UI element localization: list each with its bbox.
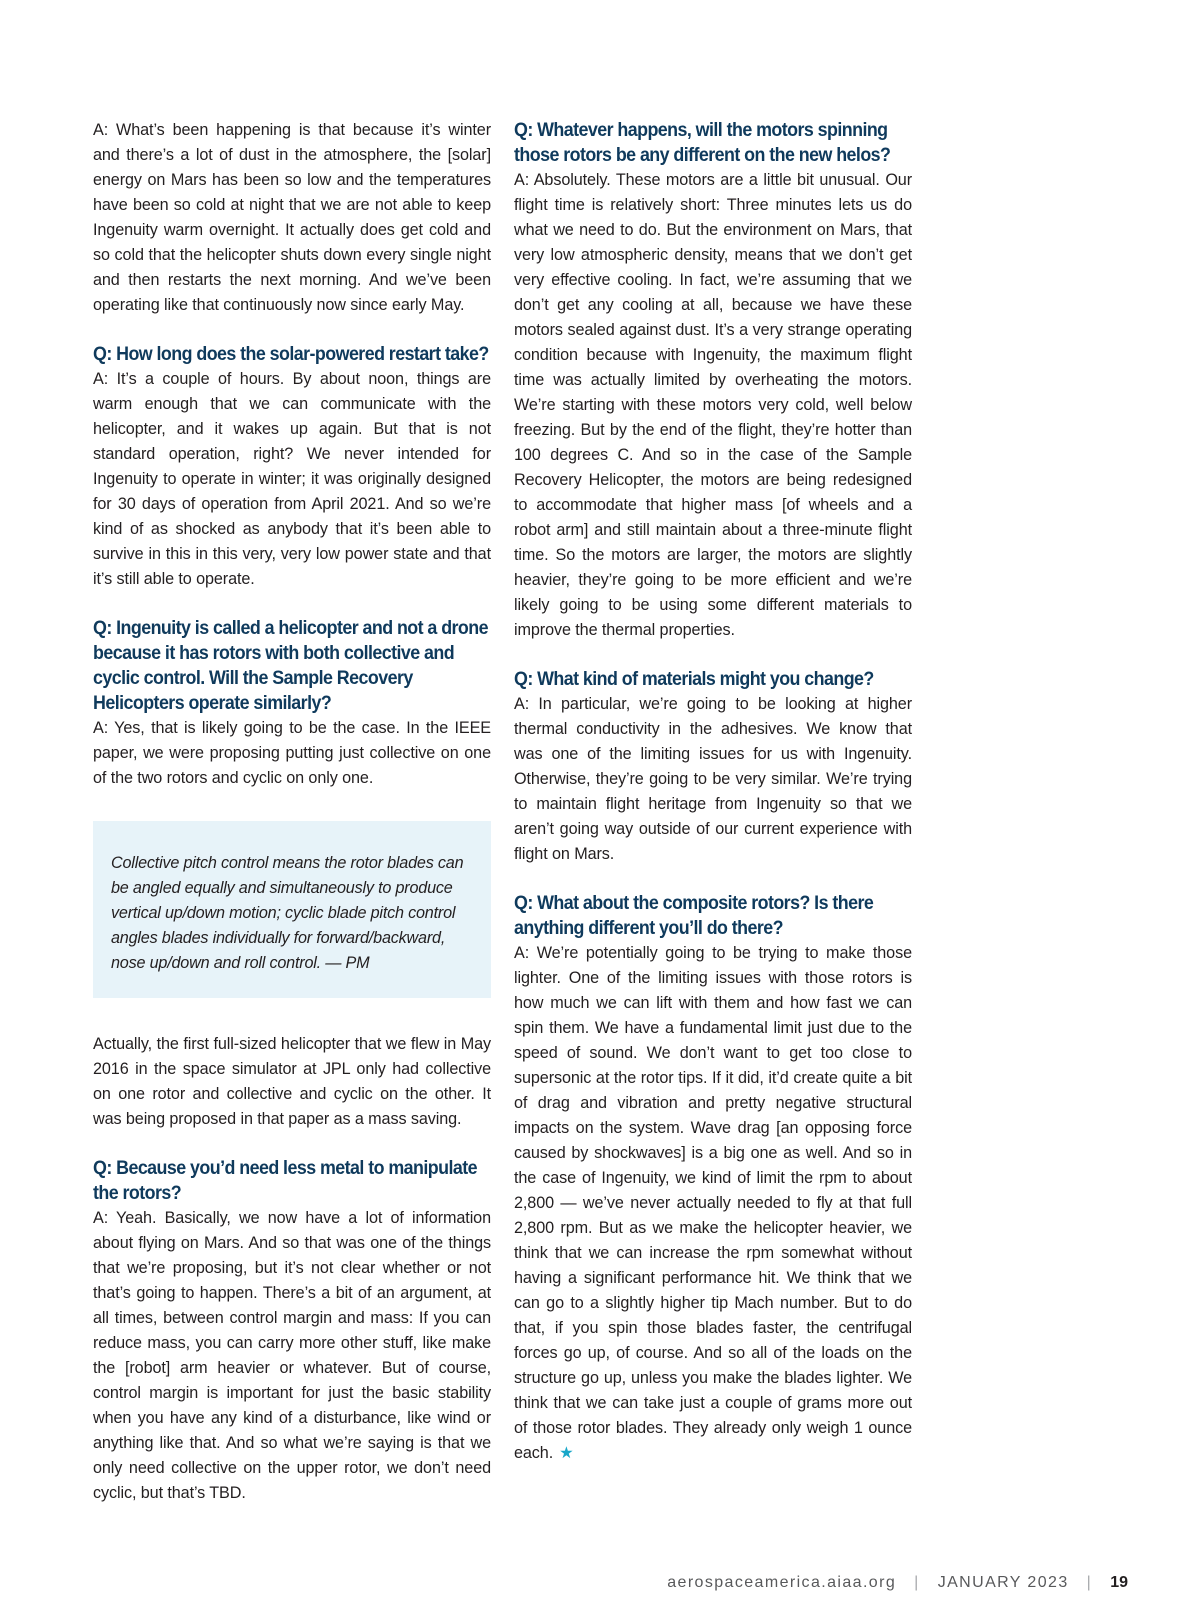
footer-separator: | (914, 1574, 920, 1591)
page-number: 19 (1110, 1574, 1128, 1591)
question-heading: Q: What about the composite rotors? Is there anything different you’ll do there? (514, 893, 874, 939)
answer-paragraph: A: Absolutely. These motors are a little bit unusual. Our flight time is relatively short: Three minutes lets us do what we need to do. But the environment on Mars, that very low atmospheric density, means that we don’t get very effective cooling. In fact, we’re assuming that we don’t get any cooling at all, because we have these motors sealed against dust. It’s a very strange operating condition because with Ingenuity, the maximum flight time was actually limited by overheating the motors. We’re starting with these motors very cold, well below freezing. But by the end of the flight, they’re hotter than 100 degrees C. And so in the case of the Sample Recovery Helicopter, the motors are being redesigned to accommodate that higher mass [of wheels and a robot arm] and still maintain about a three-minute flight time. So the motors are larger, the motors are slightly heavier, they’re going to be more efficient and we’re likely going to be using some different materials to improve the thermal properties. (514, 171, 912, 639)
end-star-icon: ★ (559, 1444, 574, 1462)
question-heading: Q: How long does the solar-powered restart take? (93, 344, 489, 365)
answer-text: A: We’re potentially going to be trying to make those lighter. One of the limiting issues with those rotors is how much we can lift with them and how fast we can spin them. We have a fundamental limit just due to the speed of sound. We don’t want to get too close to supersonic at the rotor tips. If it did, it’d create quite a bit of drag and vibration and pretty negative structural impacts on the system. Wave drag [an opposing force caused by shockwaves] is a big one as well. And so in the case of Ingenuity, we kind of limit the rpm to about 2,800 — we’ve never actually needed to fly at that full 2,800 rpm. But as we make the helicopter heavier, we think that we can increase the rpm somewhat without having a significant performance hit. We think that we can go to a slightly higher tip Mach number. But to do that, if you spin those blades faster, the centrifugal forces go up, of course. And so all of the loads on the structure go up, unless you make the blades lighter. We think that we can take just a couple of grams more out of those rotor blades. They already only weigh 1 ounce each. (514, 944, 912, 1462)
answer-paragraph: A: It’s a couple of hours. By about noon, things are warm enough that we can communicate with the helicopter, and it wakes up again. But that is not standard operation, right? We never intended for Ingenuity to operate in winter; it was originally designed for 30 days of operation from April 2021. And so we’re kind of as shocked as anybody that it’s been able to survive in this in this very, very low power state and that it’s still able to operate. (93, 370, 491, 588)
right-column (514, 118, 912, 1466)
answer-paragraph (514, 941, 912, 1466)
answer-paragraph: A: Yeah. Basically, we now have a lot of information about flying on Mars. And so that was one of the things that we’re proposing, but it’s not clear whether or not that’s going to happen. There’s a bit of an argument, at all times, between control margin and mass: If you can reduce mass, you can carry more other stuff, like make the [robot] arm heavier or whatever. But of course, control margin is important for just the basic stability when you have any kind of a disturbance, like wind or anything like that. And so what we’re saying is that we only need collective on the upper rotor, we don’t need cyclic, but that’s TBD. (93, 1209, 491, 1502)
editor-note-text: Collective pitch control means the rotor blades can be angled equally and simultaneously to produce vertical up/down motion; cyclic blade pitch control angles blades individually for forward/backward, nose up/down and roll control. — PM (111, 854, 464, 972)
answer-paragraph: A: Yes, that is likely going to be the case. In the IEEE paper, we were proposing putting just collective on one of the two rotors and cyclic on only one. (93, 719, 491, 787)
footer-issue-date: JANUARY 2023 (937, 1574, 1069, 1591)
editor-note-box (93, 821, 491, 998)
answer-paragraph: A: In particular, we’re going to be looking at higher thermal conductivity in the adhesives. We know that was one of the limiting issues for us with Ingenuity. Otherwise, they’re going to be very similar. We’re trying to maintain flight heritage from Ingenuity so that we aren’t going way outside of our current experience with flight on Mars. (514, 695, 912, 863)
question-heading: Q: Whatever happens, will the motors spinning those rotors be any different on the new helos? (514, 120, 891, 166)
answer-paragraph: A: What’s been happening is that because it’s winter and there’s a lot of dust in the atmosphere, the [solar] energy on Mars has been so low and the temperatures have been so cold at night that we are not able to keep Ingenuity warm overnight. It actually does get cold and so cold that the helicopter shuts down every single night and then restarts the next morning. And we’ve been operating like that continuously now since early May. (93, 121, 491, 314)
question-heading: Q: What kind of materials might you change? (514, 669, 874, 690)
question-heading: Q: Ingenuity is called a helicopter and not a drone because it has rotors with both collective and cyclic control. Will the Sample Recovery Helicopters operate similarly? (93, 618, 488, 714)
answer-paragraph: Actually, the first full-sized helicopter that we flew in May 2016 in the space simulator at JPL only had collective on one rotor and collective and cyclic on the other. It was being proposed in that paper as a mass saving. (93, 1035, 491, 1128)
left-column (93, 118, 491, 1506)
page-footer (667, 1574, 1128, 1592)
footer-site-url: aerospaceamerica.aiaa.org (667, 1574, 897, 1591)
question-heading: Q: Because you’d need less metal to manipulate the rotors? (93, 1158, 477, 1204)
footer-separator: | (1086, 1574, 1093, 1591)
